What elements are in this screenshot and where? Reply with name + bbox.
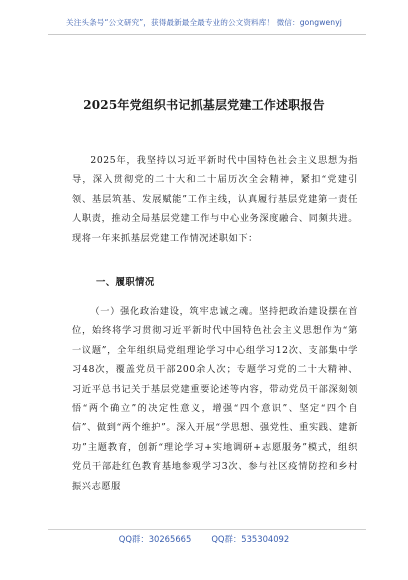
header-divider: [48, 34, 366, 35]
header-banner: 关注头条号“公文研究”，获得最新最全最专业的公文资料库！ 微信：gongwenyj: [66, 18, 342, 27]
document-title: 2025年党组织书记抓基层党建工作述职报告: [83, 98, 325, 112]
section-heading: 一、履职情况: [96, 277, 155, 288]
footer-divider: [48, 529, 366, 530]
qq-group-2: QQ群：535304092: [211, 534, 290, 544]
intro-paragraph: 2025年，我坚持以习近平新时代中国特色社会主义思想为指导，深入贯彻党的二十大和二十届历次全会精神，紧扣“党建引领、基层筑基、发展赋能”工作主线，认真履行基层党建第一责任人职责，推动全局基层党建工作与中心业务深度融合、同频共进。现将一年来抓基层党建工作情况述职如下：: [72, 155, 358, 244]
qq-group-1: QQ群：30265665: [118, 534, 192, 544]
footer-contact: [0, 533, 408, 545]
section-paragraph: （一）强化政治建设，筑牢忠诚之魂。坚持把政治建设摆在首位，始终将学习贯彻习近平新时代中国特色社会主义思想作为“第一议题”，全年组织局党组理论学习中心组学习12次、支部集中学习48次，覆盖党员干部200余人次；专题学习党的二十大精神、习近平总书记关于基层党建重要论述等内容，带动党员干部深刻领悟“两个确立”的决定性意义，增强“四个意识”、坚定“四个自信”、做到“两个维护”。深入开展“学思想、强党性、重实践、建新功”主题教育，创新“理论学习+实地调研+志愿服务”模式，组织党员干部赴红色教育基地参观学习3次、参与社区疫情防控和乡村振兴志愿服: [72, 306, 358, 492]
